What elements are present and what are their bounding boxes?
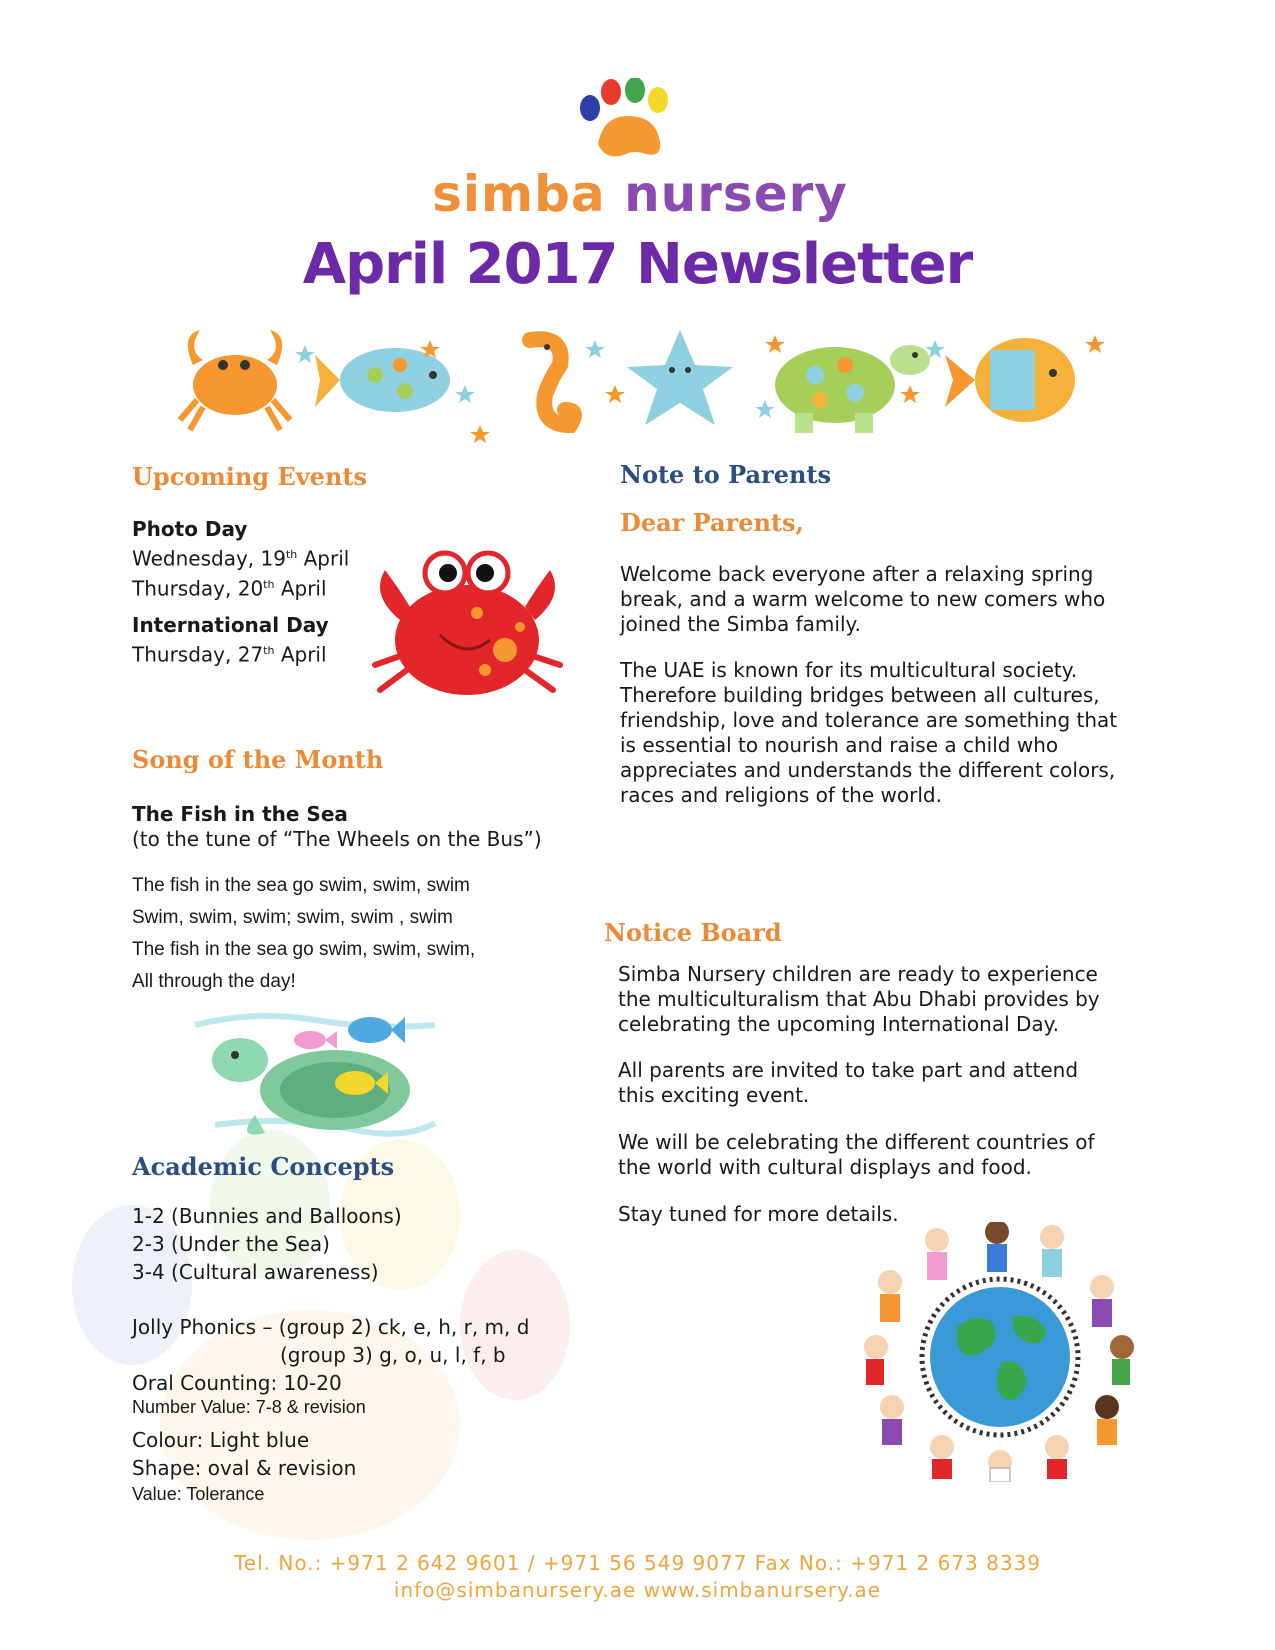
turtle-icon <box>775 345 930 433</box>
crab-icon <box>180 330 290 430</box>
note-line: Welcome back everyone after a relaxing spring <box>620 562 1094 586</box>
song-of-the-month-heading: Song of the Month <box>132 745 384 774</box>
turtle-with-fish-icon <box>195 1005 445 1145</box>
children-around-globe-icon <box>862 1222 1137 1482</box>
age-group-item: 3-4 (Cultural awareness) <box>132 1260 379 1284</box>
phonics-block <box>132 1313 592 1397</box>
note-paragraph-1 <box>620 562 1140 637</box>
age-group-item: 1-2 (Bunnies and Balloons) <box>132 1204 402 1228</box>
fish-icon <box>945 338 1075 422</box>
footer-contact-numbers: Tel. No.: +971 2 642 9601 / +971 56 549 9077 Fax No.: +971 2 673 8339 <box>233 1551 1042 1575</box>
note-line: Therefore building bridges between all cultures, <box>620 683 1100 707</box>
colour-of-month: Colour: Light blue <box>132 1428 310 1452</box>
age-groups-list <box>132 1202 582 1286</box>
song-lyric-line: All through the day! <box>132 971 296 992</box>
fish-icon <box>315 348 450 412</box>
paw-logo-icon <box>578 78 688 168</box>
number-value: Number Value: 7-8 & revision <box>132 1397 366 1417</box>
notice-line: this exciting event. <box>618 1083 810 1107</box>
song-subtitle: (to the tune of “The Wheels on the Bus”) <box>132 827 542 851</box>
song-lyric-line: The fish in the sea go swim, swim, swim <box>132 875 470 896</box>
notice-board-heading: Notice Board <box>604 918 782 947</box>
photo-day-date-1: Wednesday, 19th April <box>132 546 350 571</box>
song-lyric-line: The fish in the sea go swim, swim, swim, <box>132 939 476 960</box>
note-line: is essential to nourish and raise a child who <box>620 733 1059 757</box>
notice-paragraph-4: Stay tuned for more details. <box>618 1202 899 1226</box>
seahorse-icon <box>530 339 574 425</box>
note-to-parents-heading: Note to Parents <box>620 460 832 489</box>
phonics-group-3: (group 3) g, o, u, l, f, b <box>280 1343 506 1367</box>
note-line: races and religions of the world. <box>620 783 942 807</box>
footer-email-website: info@simbanursery.ae www.simbanursery.ae <box>393 1578 882 1602</box>
note-line: friendship, love and tolerance are something that <box>620 708 1118 732</box>
notice-line: Simba Nursery children are ready to experience <box>618 962 1098 986</box>
song-lyric-line: Swim, swim, swim; swim, swim , swim <box>132 907 453 928</box>
colour-shape-block <box>132 1426 356 1482</box>
notice-paragraph-3 <box>618 1130 1138 1180</box>
phonics-group-2: Jolly Phonics – (group 2) ck, e, h, r, m, d <box>132 1315 530 1339</box>
international-day-title: International Day <box>132 613 329 637</box>
starfish-icon <box>627 330 733 425</box>
brand-wordmark <box>420 165 860 223</box>
shape-of-month: Shape: oval & revision <box>132 1456 357 1480</box>
notice-line: the world with cultural displays and food. <box>618 1155 1032 1179</box>
red-crab-icon <box>365 545 570 710</box>
song-title: The Fish in the Sea <box>132 802 348 826</box>
note-line: joined the Simba family. <box>620 612 861 636</box>
song-lyrics <box>132 870 602 998</box>
brand-word-simba: simba <box>432 165 606 223</box>
notice-line: All parents are invited to take part and attend <box>618 1058 1079 1082</box>
song-title-block <box>132 802 602 852</box>
notice-line: celebrating the upcoming International Day. <box>618 1012 1060 1036</box>
oral-counting: Oral Counting: 10-20 <box>132 1371 342 1395</box>
newsletter-title: April 2017 Newsletter <box>302 232 973 297</box>
dear-parents-greeting: Dear Parents, <box>620 508 804 537</box>
photo-day-date-2: Thursday, 20th April <box>132 576 327 601</box>
notice-line: We will be celebrating the different countries of <box>618 1130 1095 1154</box>
brand-word-nursery: nursery <box>624 165 848 223</box>
note-line: The UAE is known for its multicultural society. <box>620 658 1078 682</box>
note-line: break, and a warm welcome to new comers who <box>620 587 1106 611</box>
notice-line: the multiculturalism that Abu Dhabi provides by <box>618 987 1100 1011</box>
sea-creatures-banner <box>175 325 1135 445</box>
notice-paragraph-1 <box>618 962 1138 1037</box>
value-of-month: Value: Tolerance <box>132 1484 265 1504</box>
upcoming-events-heading: Upcoming Events <box>132 462 367 491</box>
note-paragraph-2 <box>620 658 1140 808</box>
photo-day-title: Photo Day <box>132 517 248 541</box>
notice-paragraph-2 <box>618 1058 1138 1108</box>
age-group-item: 2-3 (Under the Sea) <box>132 1232 330 1256</box>
international-day-date: Thursday, 27th April <box>132 642 327 667</box>
note-line: appreciates and understands the different colors, <box>620 758 1116 782</box>
academic-concepts-heading: Academic Concepts <box>132 1152 395 1181</box>
